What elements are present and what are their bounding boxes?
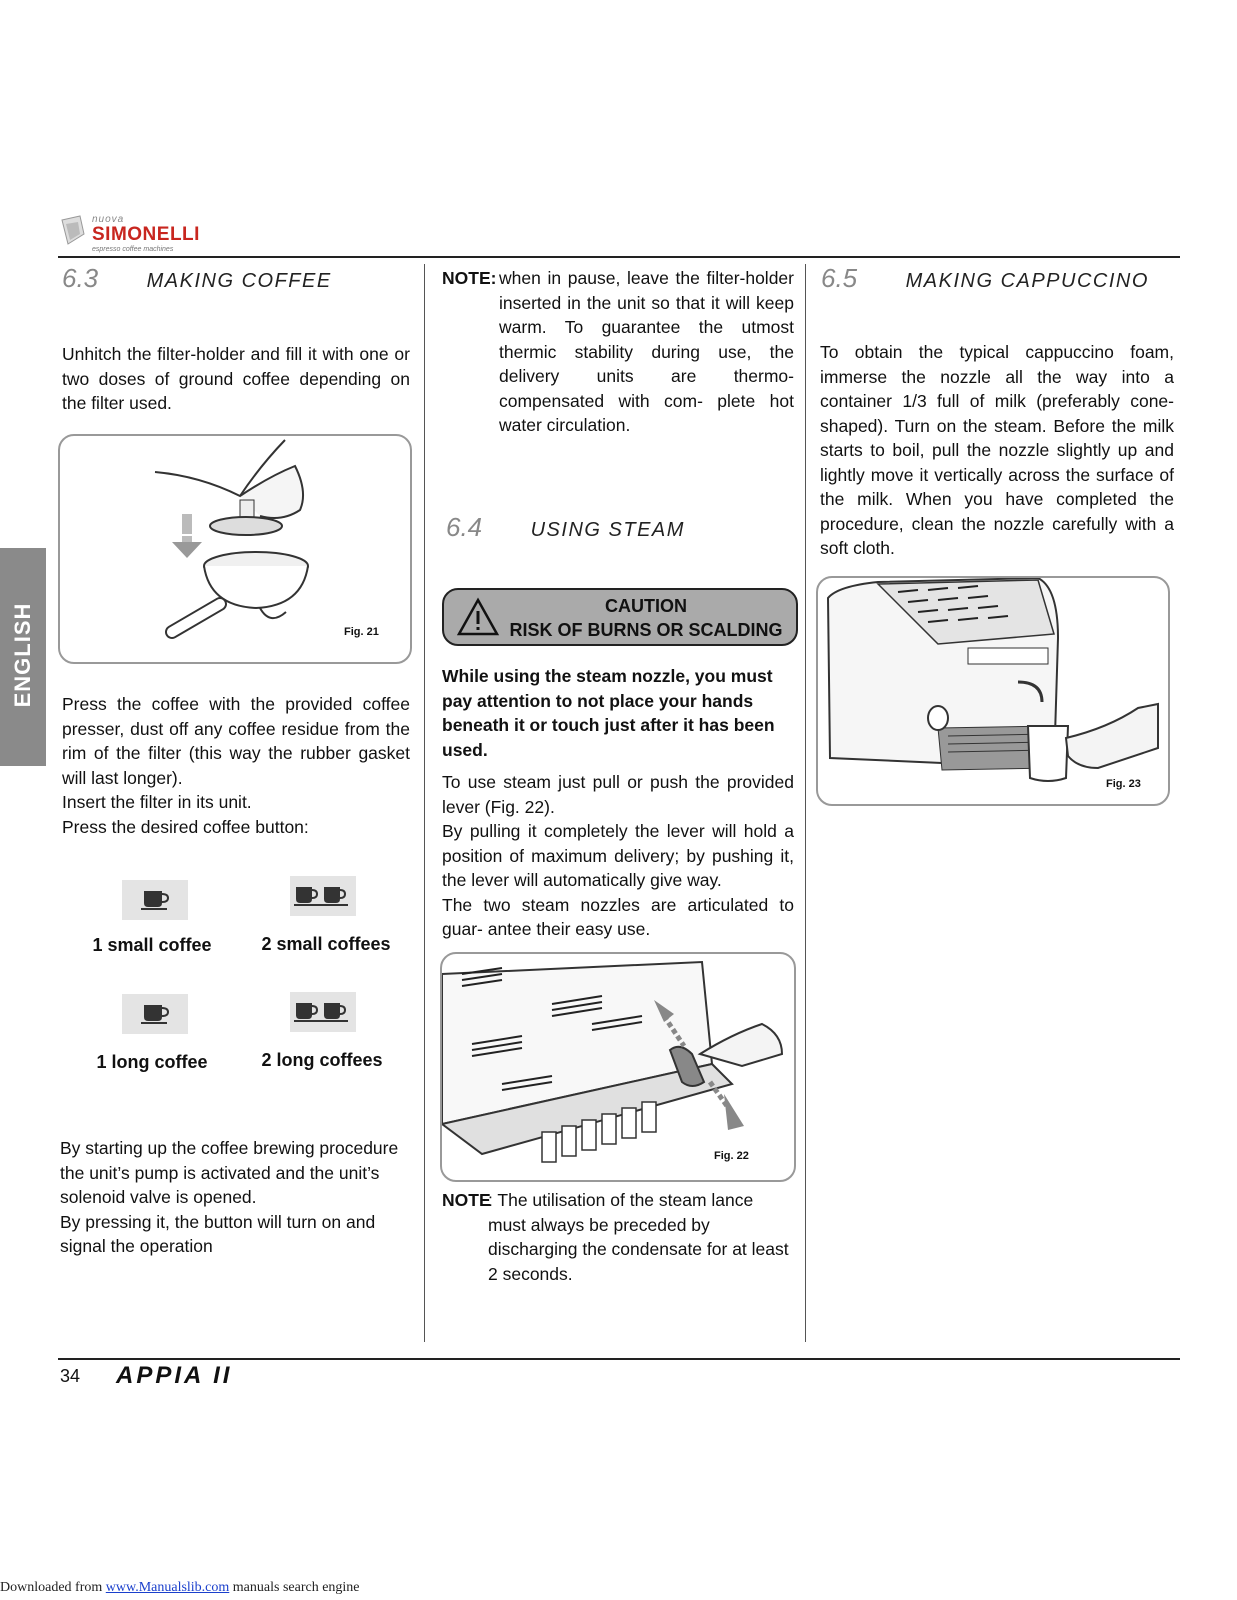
text: Press the coffee with the provided coffee presser, dust off any coffee residue from the rim of the filter (this way the rubber gasket will last longer).	[62, 694, 410, 788]
text: By pulling it completely the lever will hold a position of maximum delivery; by pushing it, the lever will automatically give way.	[442, 821, 794, 890]
page-number: 34	[60, 1366, 81, 1386]
section-number: 6.4	[446, 512, 483, 542]
figure-label: Fig. 22	[714, 1150, 749, 1162]
caution-subtitle: RISK OF BURNS OR SCALDING	[509, 620, 783, 640]
paragraph	[60, 1136, 410, 1259]
logo-mark-icon	[58, 214, 88, 248]
cappuccino-illustration	[818, 578, 1168, 804]
steam-lever-illustration	[442, 954, 794, 1180]
download-footer	[0, 1580, 360, 1596]
model-logo: APPIA II	[116, 1362, 233, 1389]
text: By starting up the coffee brewing procedure the unit’s pump is activated and the unit’s solenoid valve is opened.	[60, 1138, 399, 1207]
column-divider	[424, 264, 425, 1342]
text: To use steam just pull or push the provided lever (Fig. 22).	[442, 772, 794, 817]
warning-triangle-icon	[456, 597, 500, 637]
text: While using the steam nozzle, you must pay attention to not place your hands beneath it or touch just after it has been used.	[442, 666, 775, 760]
footer-rule	[58, 1358, 1180, 1360]
text: By pressing it, the button will turn on and signal the operation	[60, 1211, 376, 1256]
language-tab-label: ENGLISH	[10, 602, 35, 708]
caution-title: CAUTION	[605, 596, 687, 616]
warning-text	[442, 664, 794, 762]
single-cup-icon	[122, 994, 188, 1034]
text: Unhitch the filter-holder and fill it with one or two doses of ground coffee depending on the filter used.	[62, 344, 410, 413]
column-divider	[805, 264, 806, 1342]
double-cup-icon	[290, 992, 356, 1032]
single-cup-icon	[122, 880, 188, 920]
text: The two steam nozzles are articulated to guar- antee their easy use.	[442, 894, 794, 939]
figure-23	[816, 576, 1170, 806]
section-title: USING STEAM	[530, 519, 685, 541]
paragraph	[62, 342, 410, 416]
caution-box	[442, 588, 798, 646]
figure-21	[58, 434, 412, 664]
button-label-2-long: 2 long coffees	[261, 1050, 383, 1070]
figure-label: Fig. 21	[344, 626, 379, 638]
brand-name: SIMONELLI	[92, 224, 200, 245]
note-pause	[442, 266, 794, 438]
section-title: MAKING CAPPUCCINO	[905, 270, 1149, 292]
section-number: 6.3	[62, 263, 99, 293]
paragraph	[820, 340, 1174, 561]
note-label: NOTE:	[442, 268, 497, 288]
section-heading-6-3	[62, 263, 412, 294]
note-text: when in pause, leave the filter-holder inserted in the unit so that it will keep warm. To guarantee the utmost thermic stability during use, the delivery units are thermo-compensated with com- plete hot water circulation.	[499, 268, 794, 435]
button-label-1-small: 1 small coffee	[92, 935, 212, 955]
brand-logo	[58, 212, 238, 252]
text: Insert the filter in its unit.	[62, 792, 252, 812]
section-heading-6-5	[821, 263, 1181, 294]
note-steam-lance	[442, 1188, 794, 1286]
button-label-1-long: 1 long coffee	[96, 1052, 208, 1072]
manualslib-link[interactable]: www.Manualslib.com	[105, 1580, 230, 1595]
header-rule	[58, 256, 1180, 258]
paragraph	[442, 770, 794, 942]
double-cup-icon	[290, 876, 356, 916]
note-text: : The utilisation of the steam lance must always be preceded by discharging the condensate for at least 2 seconds.	[488, 1190, 789, 1284]
language-tab	[0, 548, 46, 766]
text: Press the desired coffee button:	[62, 816, 309, 837]
section-title: MAKING COFFEE	[146, 270, 332, 292]
figure-22	[440, 952, 796, 1182]
brand-tagline: espresso coffee machines	[92, 246, 174, 253]
brand-prefix: nuova	[92, 214, 125, 225]
text: To obtain the typical cappuccino foam, immerse the nozzle all the way into a container 1/3 full of milk (preferably cone-shaped). Turn on the steam. Before the milk starts to boil, pull the nozzle slightly up and lightly move it vertically across the surface of the milk. When you have completed the procedure, clean the nozzle carefully with a soft cloth.	[820, 342, 1174, 558]
footer-prefix: Downloaded from	[0, 1580, 106, 1595]
paragraph	[62, 692, 410, 839]
footer-suffix: manuals search engine	[229, 1580, 360, 1595]
section-number: 6.5	[821, 263, 858, 293]
note-label: NOTE	[442, 1190, 491, 1210]
button-label-2-small: 2 small coffees	[261, 934, 391, 954]
figure-label: Fig. 23	[1106, 778, 1141, 790]
section-heading-6-4	[446, 512, 796, 543]
